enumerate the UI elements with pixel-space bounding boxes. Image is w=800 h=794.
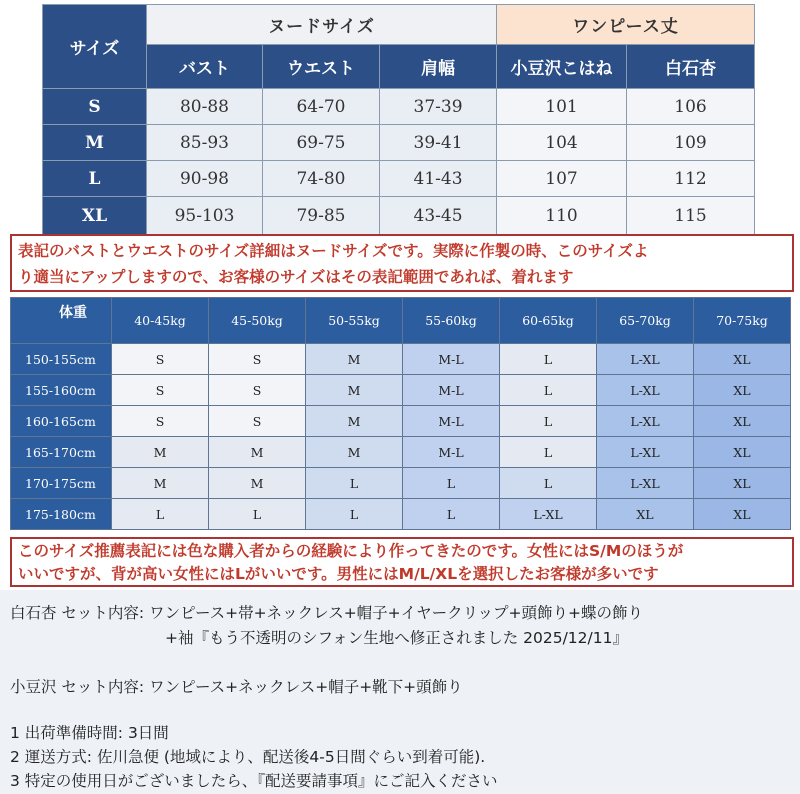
shoulder-value: 37-39 (380, 89, 497, 125)
shoulder-value: 39-41 (380, 125, 497, 161)
size-label: L (43, 161, 147, 197)
recommended-size-cell: S (112, 344, 209, 375)
table-row (11, 344, 791, 375)
weight-header: 60-65kg (500, 298, 597, 344)
bust-value: 95-103 (147, 197, 263, 235)
recommended-size-cell: S (209, 406, 306, 437)
recommended-size-cell: M (306, 344, 403, 375)
recommended-size-cell: XL (694, 406, 791, 437)
recommended-size-cell: L-XL (597, 437, 694, 468)
recommended-size-cell: XL (694, 344, 791, 375)
column-header-waist: ウエスト (263, 45, 380, 89)
kohane-length-value: 104 (497, 125, 627, 161)
table-row (11, 375, 791, 406)
note-line: 表記のバストとウエストのサイズ詳細はヌードサイズです。実際に作製の時、このサイズよ (18, 242, 649, 260)
recommended-size-cell: M-L (403, 437, 500, 468)
shipping-info-1: 1 出荷準備時間: 3日間 (10, 724, 169, 742)
height-label: 170-175cm (11, 468, 112, 499)
size-corner-header: サイズ (43, 5, 147, 89)
bust-value: 90-98 (147, 161, 263, 197)
shoulder-value: 41-43 (380, 161, 497, 197)
recommended-size-cell: S (112, 375, 209, 406)
weight-header: 55-60kg (403, 298, 500, 344)
recommended-size-cell: L (500, 375, 597, 406)
weight-header: 45-50kg (209, 298, 306, 344)
recommended-size-cell: L (403, 468, 500, 499)
table-row (11, 406, 791, 437)
recommended-size-cell: L (209, 499, 306, 530)
recommended-size-cell: S (112, 406, 209, 437)
recommended-size-cell: L-XL (597, 344, 694, 375)
bust-value: 85-93 (147, 125, 263, 161)
recommended-size-cell: L (403, 499, 500, 530)
size-label: XL (43, 197, 147, 235)
waist-value: 74-80 (263, 161, 380, 197)
waist-value: 79-85 (263, 197, 380, 235)
weight-corner-header: 体重 (11, 298, 112, 344)
table-row (11, 437, 791, 468)
waist-value: 69-75 (263, 125, 380, 161)
recommended-size-cell: M (306, 437, 403, 468)
recommended-size-cell: XL (597, 499, 694, 530)
weight-header: 50-55kg (306, 298, 403, 344)
recommended-size-cell: L (500, 468, 597, 499)
recommended-size-cell: XL (694, 499, 791, 530)
recommended-size-cell: M (209, 468, 306, 499)
recommended-size-table (10, 297, 791, 530)
note-line: り適当にアップしますので、お客様のサイズはその表記範囲であれば、着れます (18, 268, 574, 286)
height-label: 175-180cm (11, 499, 112, 530)
recommended-size-cell: L (500, 344, 597, 375)
weight-header: 70-75kg (694, 298, 791, 344)
size-label: M (43, 125, 147, 161)
table-row (43, 161, 755, 197)
shipping-info-3: 3 特定の使用日がございましたら、『配送要請事項』にご記入ください (10, 772, 498, 790)
table-row (43, 197, 755, 235)
height-label: 150-155cm (11, 344, 112, 375)
recommended-size-cell: L (306, 499, 403, 530)
recommended-size-cell: M (112, 437, 209, 468)
column-header-an: 白石杏 (627, 45, 755, 89)
size-recommendation-note (10, 537, 794, 587)
shiraishi-set-contents: 白石杏 セット内容: ワンピース+帯+ネックレス+帽子+イヤークリップ+頭飾り+蝶の飾り (10, 604, 644, 622)
recommended-size-cell: L-XL (500, 499, 597, 530)
recommended-size-cell: XL (694, 468, 791, 499)
recommended-size-cell: M-L (403, 344, 500, 375)
shiraishi-set-contents-continued: +袖『もう不透明のシフォン生地へ修正されました 2025/12/11』 (165, 629, 628, 647)
recommended-size-cell: M-L (403, 375, 500, 406)
recommended-size-cell: XL (694, 375, 791, 406)
nude-size-group-header: ヌードサイズ (147, 5, 497, 45)
height-label: 155-160cm (11, 375, 112, 406)
height-label: 160-165cm (11, 406, 112, 437)
recommended-size-cell: L-XL (597, 468, 694, 499)
table-row (43, 125, 755, 161)
recommended-size-cell: L (112, 499, 209, 530)
azusawa-set-contents: 小豆沢 セット内容: ワンピース+ネックレス+帽子+靴下+頭飾り (10, 678, 463, 696)
an-length-value: 115 (627, 197, 755, 235)
shipping-info-2: 2 運送方式: 佐川急便 (地域により、配送後4-5日間ぐらい到着可能). (10, 748, 486, 766)
recommended-size-cell: XL (694, 437, 791, 468)
recommended-size-cell: L-XL (597, 406, 694, 437)
recommended-size-cell: M (306, 406, 403, 437)
recommended-size-cell: S (209, 344, 306, 375)
height-label: 165-170cm (11, 437, 112, 468)
an-length-value: 109 (627, 125, 755, 161)
column-header-bust: バスト (147, 45, 263, 89)
dress-length-group-header: ワンピース丈 (497, 5, 755, 45)
an-length-value: 112 (627, 161, 755, 197)
recommended-size-cell: L (500, 406, 597, 437)
table-row (43, 89, 755, 125)
nude-size-table (42, 4, 755, 235)
column-header-shoulder: 肩幅 (380, 45, 497, 89)
note-line: いいですが、背が高い女性にはLがいいです。男性にはM/L/XLを選択したお客様が多いです (18, 565, 659, 583)
kohane-length-value: 107 (497, 161, 627, 197)
waist-value: 64-70 (263, 89, 380, 125)
nude-size-note (10, 234, 794, 292)
size-label: S (43, 89, 147, 125)
recommended-size-cell: M (112, 468, 209, 499)
weight-header: 40-45kg (112, 298, 209, 344)
shoulder-value: 43-45 (380, 197, 497, 235)
recommended-size-cell: L (500, 437, 597, 468)
kohane-length-value: 101 (497, 89, 627, 125)
recommended-size-cell: L-XL (597, 375, 694, 406)
recommended-size-cell: L (306, 468, 403, 499)
an-length-value: 106 (627, 89, 755, 125)
note-line: このサイズ推薦表記には色な購入者からの経験により作ってきたのです。女性にはS/Mのほうが (18, 542, 684, 560)
recommended-size-cell: S (209, 375, 306, 406)
recommended-size-cell: M (209, 437, 306, 468)
table-row (11, 499, 791, 530)
recommended-size-cell: M-L (403, 406, 500, 437)
column-header-kohane: 小豆沢こはね (497, 45, 627, 89)
weight-header: 65-70kg (597, 298, 694, 344)
recommended-size-cell: M (306, 375, 403, 406)
bust-value: 80-88 (147, 89, 263, 125)
kohane-length-value: 110 (497, 197, 627, 235)
table-row (11, 468, 791, 499)
